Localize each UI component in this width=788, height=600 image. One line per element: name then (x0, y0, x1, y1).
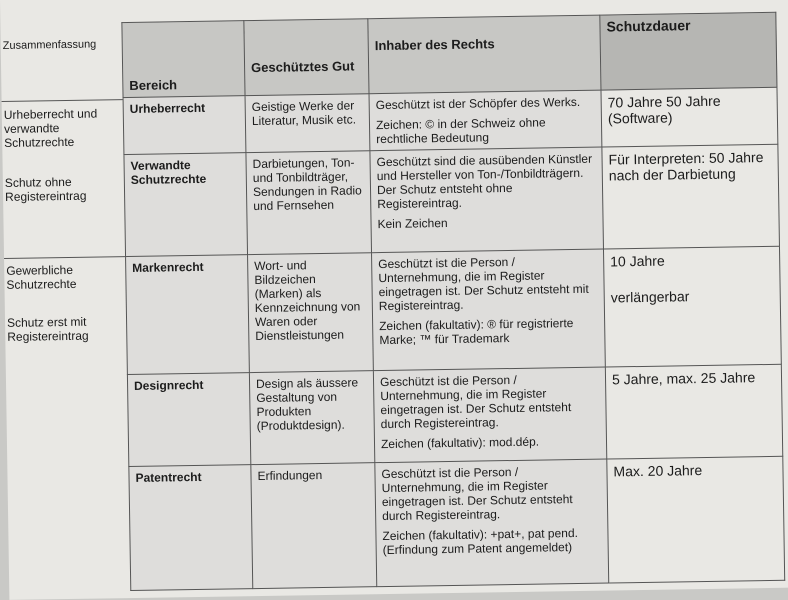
holder-mark-note: Kein Zeichen (377, 215, 448, 232)
sidebar-title: Zusammenfassung (2, 38, 97, 52)
cell-inhaber (373, 367, 606, 463)
duration-extension: verlängerbar (610, 288, 690, 306)
cell-dauer (603, 246, 781, 367)
holder-mark-note: Zeichen (fakultativ): ® für registrierte Marke; ™ für Trademark (379, 316, 574, 348)
cell-bereich: Markenrecht (126, 255, 250, 375)
cell-gut: Geistige Werke der Literatur, Musik etc. (245, 94, 370, 153)
table-row (127, 364, 782, 466)
cell-bereich: Patentrecht (129, 465, 253, 591)
cell-gut: Design als äussere Gestaltung von Produkten (Produktdesign). (249, 371, 374, 465)
cell-dauer (601, 87, 778, 147)
sidebar-divider (4, 256, 125, 259)
holder-text: Geschützt ist die Person / Unternehmung, die im Register eingetragen ist. Der Schutz entsteht durch Registereintrag. (381, 464, 573, 524)
duration-text: 70 Jahre 50 Jahre (Software) (607, 92, 721, 127)
table-row (124, 144, 780, 256)
cell-bereich: Verwandte Schutzrechte (124, 153, 248, 257)
sidebar-note-no-registration: Schutz ohne Registereintrag (4, 174, 87, 204)
cell-inhaber (370, 147, 604, 253)
holder-mark-note: Zeichen (fakultativ): +pat+, pat pend. (Erfindung zum Patent angemeldet) (382, 525, 579, 558)
cell-gut: Wort- und Bildzeichen (Marken) als Kennzeichnung von Waren oder Dienstleistungen (248, 253, 374, 373)
table-row (123, 87, 778, 154)
col-header-inhaber: Inhaber des Rechts (368, 15, 601, 94)
col-header-gut: Geschütztes Gut (244, 19, 369, 96)
sidebar-group-industrial: Gewerbliche Schutzrechte (6, 262, 77, 292)
col-header-dauer: Schutzdauer (600, 12, 777, 90)
sidebar-divider (2, 99, 123, 102)
sidebar-group-copyright: Urheberrecht und verwandte Schutzrechte (3, 106, 98, 150)
holder-text: Geschützt ist die Person / Unternehmung, die im Register eingetragen ist. Der Schutz entsteht mit Registereintrag. (378, 254, 589, 314)
holder-mark-note: Zeichen (fakultativ): mod.dép. (380, 434, 540, 452)
cell-dauer (605, 364, 782, 459)
duration-text: 5 Jahre, max. 25 Jahre (611, 369, 756, 388)
cell-gut: Erfindungen (251, 463, 377, 589)
duration-text: Max. 20 Jahre (613, 462, 703, 480)
cell-inhaber (369, 90, 602, 151)
ip-rights-table (121, 12, 785, 591)
cell-dauer (607, 456, 785, 583)
holder-text: Geschützt ist der Schöpfer des Werks. (375, 94, 581, 113)
header-row (122, 12, 777, 97)
cell-gut: Darbietungen, Ton- und Tonbildträger, Sendungen in Radio und Fernsehen (246, 151, 372, 255)
cell-dauer (602, 144, 780, 249)
holder-text: Geschützt ist die Person / Unternehmung, die im Register eingetragen ist. Der Schutz entsteht durch Registereintrag. (379, 372, 572, 432)
table-row (129, 456, 785, 590)
sidebar-note-registration: Schutz erst mit Registereintrag (6, 314, 89, 344)
col-header-bereich: Bereich (122, 21, 245, 98)
duration-text: Für Interpreten: 50 Jahre nach der Darbietung (608, 149, 764, 184)
cell-bereich: Designrecht (127, 373, 250, 467)
cell-inhaber (375, 459, 609, 587)
duration-text: 10 Jahre (610, 252, 665, 270)
cell-inhaber (372, 249, 606, 371)
table-row (126, 246, 782, 374)
holder-text: Geschützt sind die ausübenden Künstler und Hersteller von Ton-/Tonbildträgern. Der Schutz entsteht ohne Registereintrag. (376, 151, 593, 212)
holder-mark-note: Zeichen: © in der Schweiz ohne rechtliche Bedeutung (375, 115, 546, 147)
cell-bereich: Urheberrecht (123, 96, 246, 155)
